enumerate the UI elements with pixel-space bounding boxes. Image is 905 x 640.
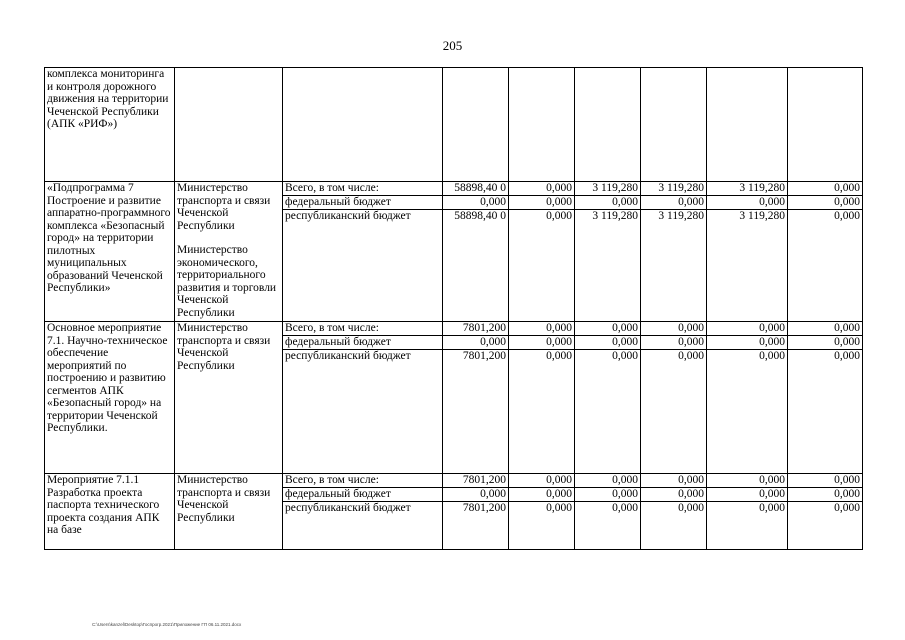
amount-cell: 0,000 (788, 488, 863, 502)
amount-cell: 3 119,280 (575, 182, 641, 196)
amount-cell: 0,000 (509, 474, 575, 488)
amount-cell: 0,000 (707, 502, 788, 550)
amount-cell: 0,000 (443, 196, 509, 210)
table-row (45, 182, 863, 196)
amount-cell: 0,000 (509, 196, 575, 210)
amount-cell: 0,000 (641, 196, 707, 210)
funding-source-cell (283, 68, 443, 182)
amount-cell: 3 119,280 (641, 210, 707, 322)
funding-source-cell: федеральный бюджет (283, 336, 443, 350)
program-funding-table (44, 67, 863, 550)
amount-cell (788, 68, 863, 182)
amount-cell: 0,000 (509, 502, 575, 550)
executor-name: Министерство экономического, территориального развития и торговли Чеченской Республики (177, 244, 277, 319)
amount-cell: 3 119,280 (641, 182, 707, 196)
amount-cell: 0,000 (788, 182, 863, 196)
amount-cell: 0,000 (509, 488, 575, 502)
amount-cell: 0,000 (707, 336, 788, 350)
amount-cell: 0,000 (788, 502, 863, 550)
executor-cell (175, 182, 283, 322)
amount-cell: 0,000 (641, 350, 707, 474)
amount-cell: 0,000 (509, 350, 575, 474)
executor-cell (175, 68, 283, 182)
amount-cell: 0,000 (443, 336, 509, 350)
funding-source-cell: федеральный бюджет (283, 488, 443, 502)
funding-source-cell: Всего, в том числе: (283, 474, 443, 488)
funding-source-cell: республиканский бюджет (283, 210, 443, 322)
amount-cell: 0,000 (788, 336, 863, 350)
table-row (45, 322, 863, 336)
amount-cell (509, 68, 575, 182)
funding-source-cell: Всего, в том числе: (283, 182, 443, 196)
amount-cell: 7801,200 (443, 322, 509, 336)
executor-cell (175, 474, 283, 550)
funding-source-cell: Всего, в том числе: (283, 322, 443, 336)
amount-cell: 7801,200 (443, 502, 509, 550)
table-row (45, 474, 863, 488)
amount-cell (641, 68, 707, 182)
amount-cell: 0,000 (641, 474, 707, 488)
amount-cell: 58898,40 0 (443, 210, 509, 322)
amount-cell: 0,000 (575, 474, 641, 488)
amount-cell: 0,000 (509, 322, 575, 336)
amount-cell: 0,000 (707, 322, 788, 336)
amount-cell: 0,000 (788, 322, 863, 336)
amount-cell: 0,000 (707, 488, 788, 502)
amount-cell: 3 119,280 (707, 210, 788, 322)
amount-cell: 0,000 (788, 474, 863, 488)
amount-cell (575, 68, 641, 182)
amount-cell: 0,000 (575, 336, 641, 350)
amount-cell: 0,000 (641, 488, 707, 502)
amount-cell: 0,000 (707, 196, 788, 210)
amount-cell: 0,000 (575, 488, 641, 502)
amount-cell: 7801,200 (443, 474, 509, 488)
amount-cell: 0,000 (575, 322, 641, 336)
amount-cell: 7801,200 (443, 350, 509, 474)
amount-cell: 0,000 (788, 350, 863, 474)
amount-cell: 3 119,280 (575, 210, 641, 322)
activity-name-cell: комплекса мониторинга и контроля дорожного движения на территории Чеченской Республики (АПК «РИФ») (45, 68, 175, 182)
amount-cell: 0,000 (641, 502, 707, 550)
amount-cell: 0,000 (575, 350, 641, 474)
funding-source-cell: федеральный бюджет (283, 196, 443, 210)
amount-cell: 0,000 (641, 322, 707, 336)
amount-cell: 0,000 (641, 336, 707, 350)
amount-cell: 0,000 (707, 474, 788, 488)
amount-cell: 58898,40 0 (443, 182, 509, 196)
executor-name: Министерство транспорта и связи Чеченской Республики (177, 182, 271, 232)
executor-cell (175, 322, 283, 474)
executor-name: Министерство транспорта и связи Чеченской Республики (177, 322, 271, 372)
footer-file-path: C:\Users\kanzel\Desktop\Госпрогр.2021\Приложение ГП 06.11.2021.docx (92, 622, 242, 627)
table-row (45, 68, 863, 182)
amount-cell: 0,000 (509, 182, 575, 196)
amount-cell: 0,000 (788, 196, 863, 210)
activity-name-cell: Основное мероприятие 7.1. Научно-техническое обеспечение мероприятий по построению и развитию сегментов АПК «Безопасный город» на территории Чеченской Республики. (45, 322, 175, 474)
amount-cell: 0,000 (509, 336, 575, 350)
amount-cell: 0,000 (509, 210, 575, 322)
activity-name-cell: «Подпрограмма 7 Построение и развитие аппаратно-программного комплекса «Безопасный город» на территории пилотных муниципальных образований Чеченской Республики» (45, 182, 175, 322)
page-number: 205 (442, 38, 463, 53)
amount-cell: 0,000 (575, 196, 641, 210)
amount-cell: 0,000 (575, 502, 641, 550)
funding-source-cell: республиканский бюджет (283, 350, 443, 474)
executor-name: Министерство транспорта и связи Чеченской Республики (177, 474, 271, 524)
amount-cell (707, 68, 788, 182)
amount-cell: 0,000 (707, 350, 788, 474)
funding-source-cell: республиканский бюджет (283, 502, 443, 550)
amount-cell: 0,000 (788, 210, 863, 322)
amount-cell: 0,000 (443, 488, 509, 502)
amount-cell: 3 119,280 (707, 182, 788, 196)
activity-name-cell: Мероприятие 7.1.1 Разработка проекта паспорта технического проекта создания АПК на базе (45, 474, 175, 550)
amount-cell (443, 68, 509, 182)
